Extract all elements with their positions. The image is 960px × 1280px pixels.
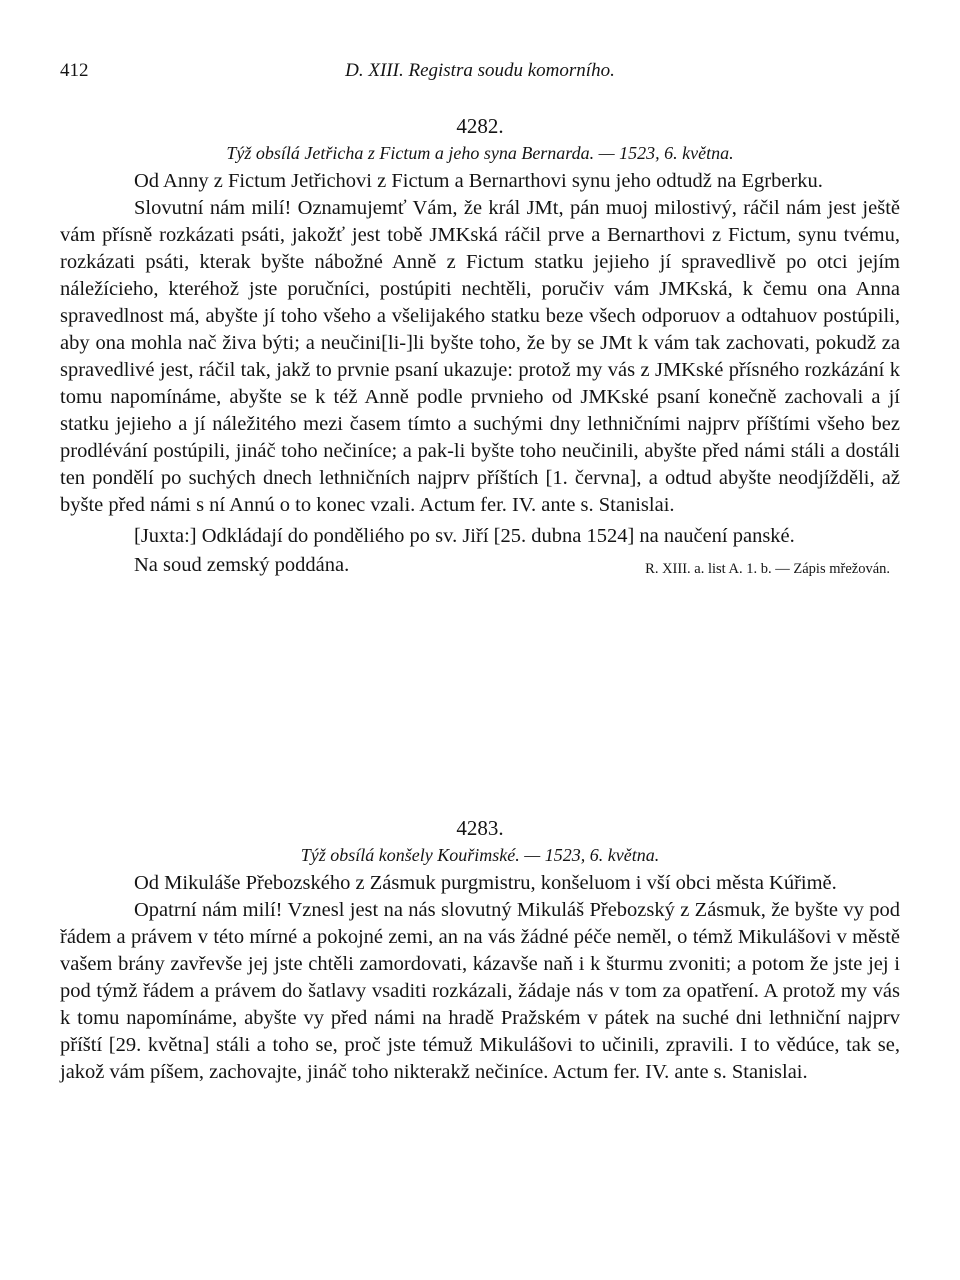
entry-title: Týž obsílá konšely Kouřimské. — 1523, 6. května. xyxy=(300,845,660,865)
page-number: 412 xyxy=(60,60,89,81)
body-paragraph: Opatrní nám milí! Vznesl jest na nás slovutný Mikuláš Přebozský z Zásmuk, že byšte vy pod řádem a právem v této mírné a pokojné zemi, an na vás žádné péče neměl, o témž Mikulášovi v městě vašem brány zavřevše jej jste chtěli zamordovati, kázavše naň i k šturmu zvoniti; a potom že jste jej i pod týmž řádem a právem do šatlavy vsaditi rozkázali, žádaje nás v tom za opatření. A protož my vás k tomu napomínáme, abyšte vy před námi na hradě Pražském v pátek na suché dni lethniční najprv příští [29. května] stáli a toho se, proč jste témuž Mikulášovi to učinili, zpravili. I to vědúce, tak se, jakož vám píšem, zachovajte, jináč toho nikterakž nečiníce. Actum fer. IV. ante s. Stanislai. xyxy=(60,899,900,1083)
body-paragraph: Slovutní nám milí! Oznamujemť Vám, že král JMt, pán muoj milostivý, ráčil nám jest ještě vám přísně rozkázati psáti, jakožť jest tobě JMKská ráčil prve a Bernarthovi z Fictum, synu tvému, rozkázati psáti, kterak byšte nábožné Anně z Fictum statku jejieho jí spravedlivě po otci jejím náležícieho, kteréhož jste poručníci, postúpiti nechtěli, poručiv vám JMKská, k čemu ona Anna spravedlnost má, abyšte jí toho všeho a všelijakého statku beze všech odporuov a odtahuov postúpili, aby ona mohla nač živa býti; a neučini[li-]li byšte toho, že by se JMt k vám tak zachovati, pokudž za spravedlivé jest, ráčil tak, jakž to prvnie psaní ukazuje: protož my vás z JMKské přísného rozkázání k tomu napomínáme, abyšte se k též Anně podle prvnieho od JMKské psaní konečně zachovali a jí statku jejieho a jí náležitého mezi časem tímto a suchými dny lethničními najprv příštími všeho bez prodlévání postúpili, jináč toho nečiníce; a pak-li byšte toho neučinili, abyšte před námi stáli a dostáli ten pondělí po suchých dnech lethničních najprv příštích [1. června], a odtud abyšte neodjížděli, až byšte před námi s ní Annú o to konec vzali. Actum fer. IV. ante s. Stanislai. xyxy=(60,197,900,516)
entry-number: 4282. xyxy=(456,114,504,138)
juxta-paragraph: [Juxta:] Odkládají do ponděliého po sv. Jiří [25. dubna 1524] na naučení panské. xyxy=(134,525,795,547)
running-title: D. XIII. Registra soudu komorního. xyxy=(345,60,615,81)
entry-4283 xyxy=(60,814,900,1086)
register-reference: R. XIII. a. list A. 1. b. — Zápis mřežován. xyxy=(645,561,890,577)
page-header xyxy=(60,60,900,90)
closing-line xyxy=(60,552,900,584)
address-paragraph: Od Mikuláše Přebozského z Zásmuk purgmistru, konšeluom i vší obci města Kúřimě. xyxy=(134,872,837,894)
entry-number: 4283. xyxy=(456,816,504,840)
closing-note: Na soud zemský poddána. xyxy=(134,554,350,576)
address-paragraph: Od Anny z Fictum Jetřichovi z Fictum a Bernarthovi synu jeho odtudž na Egrberku. xyxy=(134,170,823,192)
entry-title: Týž obsílá Jetřicha z Fictum a jeho syna Bernarda. — 1523, 6. května. xyxy=(226,143,734,163)
entry-4282 xyxy=(60,112,900,584)
